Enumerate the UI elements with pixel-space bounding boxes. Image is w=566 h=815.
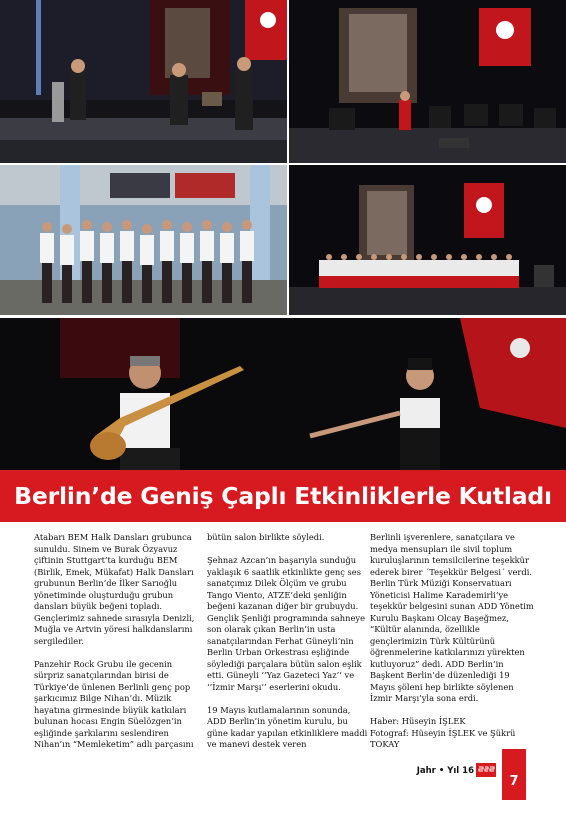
photo-rock-band-stage	[0, 0, 287, 163]
photo-baglama-player-and-singer	[0, 318, 566, 470]
paragraph: Panzehir Rock Grubu ile gecenin sürpriz sanatçılarından birisi de Türkiye’de ünlenen Berlinli genç pop şarkıcımız Bilge Nihan’dı. Müzik hayatına girmesinde büyük katkıları bulunan hocası Engin Süelözgen’in eşliğinde şarkılarını seslendiren Nihan’ın “Memleketim” adlı parçasını	[34, 658, 194, 749]
article-column-2	[207, 532, 371, 762]
photo-folk-music-ensemble	[289, 0, 566, 163]
article-column-1	[34, 532, 198, 762]
page-footer	[0, 749, 566, 800]
paragraph: Atabarı BEM Halk Dansları grubunca sunuldu. Sinem ve Burak Özyavuz çiftinin Stuttgart’ta kurduğu BEM (Birlik, Emek, Mükafat) Halk Dansları grubunun Berlin’de İlker Sarıoğlu yönetiminde oluşturduğu grubun dansları büyük beğeni topladı. Gençlerimiz sahnede sırasıyla Denizli, Muğla ve Artvin yöresi halkdanslarını sergilediler.	[34, 532, 195, 646]
page-number: 7	[502, 749, 526, 800]
article-column-3	[370, 532, 534, 762]
headline-banner	[0, 470, 566, 522]
paragraph: bütün salon birlikte söyledi.	[207, 532, 325, 542]
paragraph: Şehnaz Azcan’ın başarıyla sunduğu yaklaşık 6 saatlik etkinlikte genç ses sanatçımız Dilek Ölçüm ve grubu Tango Viento, ATZE’deki şenliğin beğeni kazanan diğer bir grubuydu. Gençlik Şenliği programında sahneye son olarak çıkan Berlin’in usta sanatçılarından Ferhat Güneyli’nin Berlin Urban Orkestrası eşliğinde söylediği parçalara bütün salon eşlik etti. Güneyli ‘’Yaz Gazeteci Yaz’’ ve ‘’İzmir Marşı’’ eserlerini okudu.	[207, 555, 366, 692]
headline: Berlin’de Geniş Çaplı Etkinliklerle Kutladı	[14, 482, 552, 510]
photo-choir-group-outdoors	[0, 165, 287, 315]
photo-choir-on-stage	[289, 165, 566, 315]
credits: Haber: Hüseyin İŞLEK Fotograf: Hüseyin İŞLEK ve Şükrü TOKAY	[370, 716, 516, 749]
paragraph: Berlinli işverenlere, sanatçılara ve medya mensupları ile sivil toplum kuruluşlarının temsilcilerine teşekkür ederek birer ´Teşekkür Belgesi´ verdi. Berlin Türk Müziği Konservatuarı Yöneticisi Halime Karademirli’ye teşekkür belgesini sunan ADD Yönetim Kurulu Başkanı Olcay Başeğmez, “Kültür alanında, özellikle gençlerimizin Türk Kültürünü öğrenmelerine katkılarınızı yürekten kutluyoruz” dedi. ADD Berlin’in Başkent Berlin’de düzenlediği 19 Mayıs şöleni hep birlikte söylenen İzmir Marşı’yla sona erdi.	[370, 532, 534, 703]
issue-label: Jahr • Yıl 16	[416, 766, 474, 776]
ses-logo-icon	[476, 763, 496, 777]
paragraph: 19 Mayıs kutlamalarının sonunda, ADD Berlin’in yönetim kurulu, bu güne kadar yapılan etkinliklere maddi ve manevi destek veren	[207, 704, 368, 749]
